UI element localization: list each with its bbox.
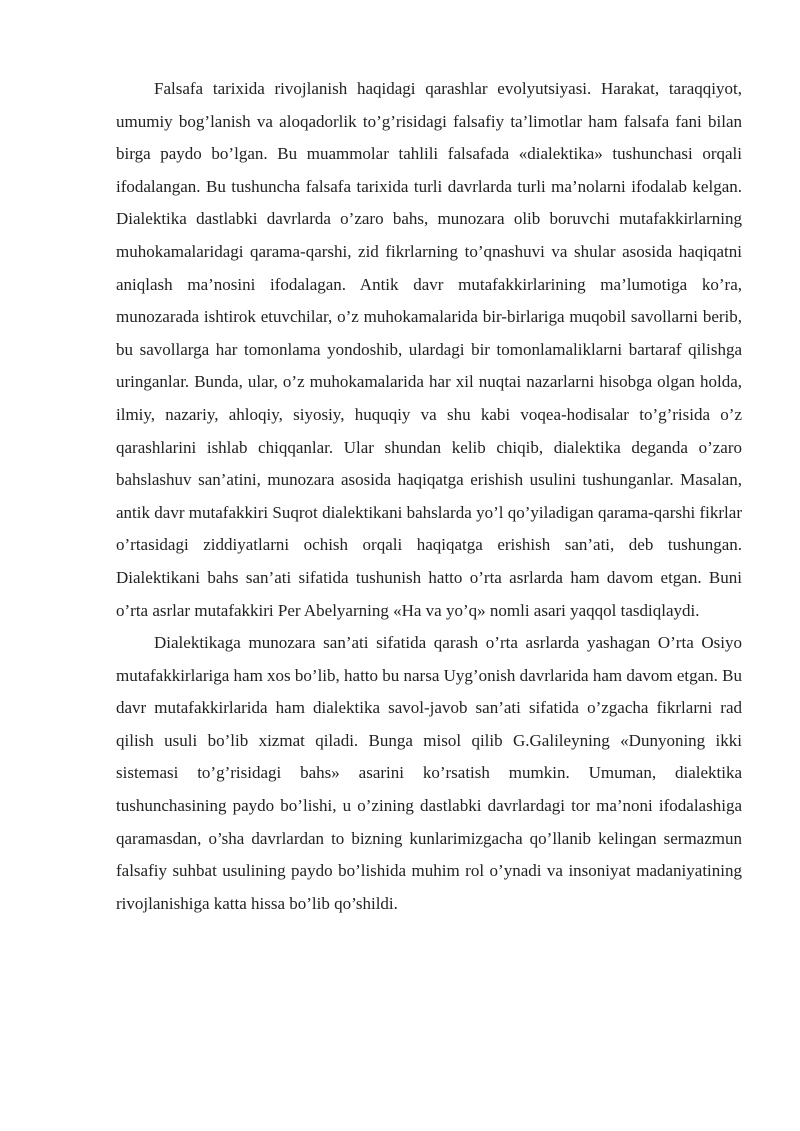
paragraph-2: Dialektikaga munozara san’ati sifatida qarash o’rta asrlarda yashagan O’rta Osiyo mutafakkirlariga ham xos bo’lib, hatto bu narsa Uyg’onish davrlarida ham davom etgan. Bu davr mutafakkirlarida ham dialektika savol-javob san’ati sifatida o’zgacha fikrlarni rad qilish usuli bo’lib xizmat qiladi. Bunga misol qilib G.Galileyning «Dunyoning ikki sistemasi to’g’risidagi bahs» asarini ko’rsatish mumkin. Umuman, dialektika tushunchasining paydo bo’lishi, u o’zining dastlabki davrlardagi tor ma’noni ifodalashiga qaramasdan, o’sha davrlardan to bizning kunlarimizgacha qo’llanib kelingan sermazmun falsafiy suhbat usulining paydo bo’lishida muhim rol o’ynadi va insoniyat madaniyatining rivojlanishiga katta hissa bo’lib qo’shildi. [116,633,743,913]
document-body [116,73,742,920]
paragraph-1: Falsafa tarixida rivojlanish haqidagi qarashlar evolyutsiyasi. Harakat, taraqqiyot, umumiy bog’lanish va aloqadorlik to’g’risidagi falsafiy ta’limotlar ham falsafa fani bilan birga paydo bo’lgan. Bu muammolar tahlili falsafada «dialektika» tushunchasi orqali ifodalangan. Bu tushuncha falsafa tarixida turli davrlarda turli ma’nolarni ifodalab kelgan. Dialektika dastlabki davrlarda o’zaro bahs, munozara olib boruvchi mutafakkirlarning muhokamalaridagi qarama-qarshi, zid fikrlarning to’qnashuvi va shular asosida haqiqatni aniqlash ma’nosini ifodalagan. Antik davr mutafakkirlarining ma’lumotiga ko’ra, munozarada ishtirok etuvchilar, o’z muhokamalarida bir-birlariga muqobil savollarni berib, bu savollarga har tomonlama yondoshib, ulardagi bir tomonlamaliklarni bartaraf qilishga uringanlar. Bunda, ular, o’z muhokamalarida har xil nuqtai nazarlarni hisobga olgan holda, ilmiy, nazariy, ahloqiy, siyosiy, huquqiy va shu kabi voqea-hodisalar to’g’risida o’z qarashlarini ishlab chiqqanlar. Ular shundan kelib chiqib, dialektika deganda o’zaro bahslashuv san’atini, munozara asosida haqiqatga erishish usulini tushunganlar. Masalan, antik davr mutafakkiri Suqrot dialektikani bahslarda yo’l qo’yiladigan qarama-qarshi fikrlar o’rtasidagi ziddiyatlarni ochish orqali haqiqatga erishish san’ati, deb tushungan. Dialektikani bahs san’ati sifatida tushunish hatto o’rta asrlarda ham davom etgan. Buni o’rta asrlar mutafakkiri Per Abelyarning «Ha va yo’q» nomli asari yaqqol tasdiqlaydi. [116,79,742,620]
